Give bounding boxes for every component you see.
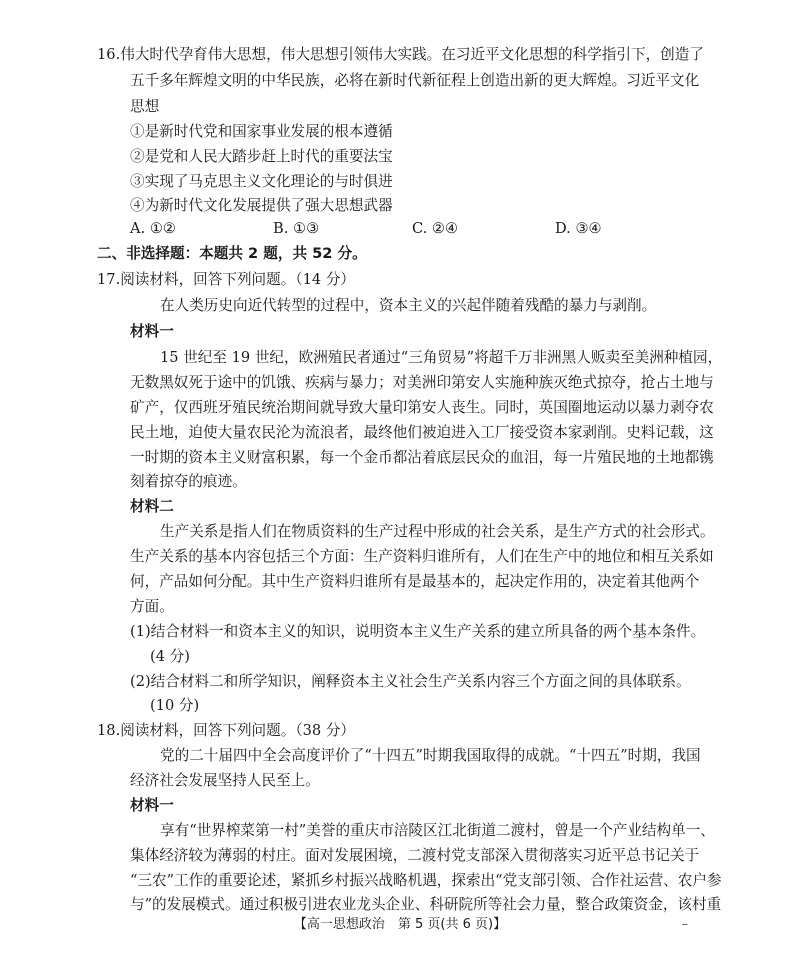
q17-m1-line-6: 刻着掠夺的痕迹。 [130, 473, 247, 490]
q18-header: 18.阅读材料，回答下列问题。（38 分） [97, 722, 356, 739]
q16-stem-line-2: 五千多年辉煌文明的中华民族，必将在新时代新征程上创造出新的更大辉煌。习近平文化 [130, 72, 700, 89]
q16-statement-2: ②是党和人民大踏步赶上时代的重要法宝 [130, 148, 393, 165]
q16-stem-line-1: 16.伟大时代孕育伟大思想，伟大思想引领伟大实践。在习近平文化思想的科学指引下，创造了 [97, 46, 704, 63]
q18-intro-line-2: 经济社会发展坚持人民至上。 [130, 772, 320, 789]
q17-m2-line-1: 生产关系是指人们在物质资料的生产过程中形成的社会关系，是生产方式的社会形式。 [160, 523, 715, 540]
q16-option-b[interactable]: B. ①③ [273, 220, 320, 237]
q16-statement-3: ③实现了马克思主义文化理论的与时俱进 [130, 173, 393, 190]
q17-m1-line-2: 无数黑奴死于途中的饥饿、疾病与暴力；对美洲印第安人实施种族灭绝式掠夺，抢占土地与 [130, 374, 714, 391]
q17-m1-line-1: 15 世纪至 19 世纪，欧洲殖民者通过“三角贸易”将超千万非洲黑人贩卖至美洲种植园， [160, 349, 723, 366]
q17-subquestion-2: (2)结合材料二和所学知识，阐释资本主义社会生产关系内容三个方面之间的具体联系。 [130, 673, 691, 690]
q16-statement-1: ①是新时代党和国家事业发展的根本遵循 [130, 123, 393, 140]
q17-header: 17.阅读材料，回答下列问题。（14 分） [97, 271, 356, 288]
q17-subquestion-2-score: (10 分) [150, 697, 200, 714]
q17-m1-line-5: 一时期的资本主义财富积累，每一个金币都沾着底层民众的血泪，每一片殖民地的土地都镌 [130, 449, 714, 466]
q18-intro-line-1: 党的二十届四中全会高度评价了“十四五”时期我国取得的成就。“十四五”时期，我国 [160, 747, 701, 764]
page-footer: 【高一思想政治 第 5 页(共 6 页)】 [293, 917, 507, 932]
q17-m1-line-3: 矿产，仅西班牙殖民统治期间就导致大量印第安人丧生。同时，英国圈地运动以暴力剥夺农 [130, 399, 714, 416]
q17-subquestion-1: (1)结合材料一和资本主义的知识，说明资本主义生产关系的建立所具备的两个基本条件。 [130, 623, 706, 640]
q16-option-c[interactable]: C. ②④ [412, 220, 459, 237]
q17-m2-line-4: 方面。 [130, 598, 174, 615]
q16-options [130, 219, 710, 239]
q18-m1-line-2: 集体经济较为薄弱的村庄。面对发展困境，二渡村党支部深入贯彻落实习近平总书记关于 [130, 847, 700, 864]
q18-material-1-title: 材料一 [130, 797, 174, 814]
q18-m1-line-4: 与”的发展模式。通过积极引进农业龙头企业、科研院所等社会力量，整合政策资金，该村重 [130, 896, 722, 913]
q18-m1-line-1: 享有“世界榨菜第一村”美誉的重庆市涪陵区江北街道二渡村，曾是一个产业结构单一、 [160, 822, 715, 839]
q17-intro: 在人类历史向近代转型的过程中，资本主义的兴起伴随着残酷的暴力与剥削。 [160, 297, 657, 314]
q17-material-1-title: 材料一 [130, 323, 174, 340]
q16-statement-4: ④为新时代文化发展提供了强大思想武器 [130, 197, 393, 214]
q17-m1-line-4: 民土地，迫使大量农民沦为流浪者，最终他们被迫进入工厂接受资本家剥削。史料记载，这 [130, 424, 714, 441]
section-2-heading: 二、非选择题：本题共 2 题，共 52 分。 [97, 245, 367, 262]
q17-m2-line-3: 何，产品如何分配。其中生产资料归谁所有是最基本的，起决定作用的，决定着其他两个 [130, 573, 700, 590]
q16-stem-line-3: 思想 [130, 98, 160, 115]
corner-mark: – [681, 917, 688, 932]
q17-m2-line-2: 生产关系的基本内容包括三个方面：生产资料归谁所有，人们在生产中的地位和相互关系如 [130, 548, 714, 565]
q16-option-a[interactable]: A. ①② [130, 220, 176, 237]
q17-subquestion-1-score: (4 分) [150, 648, 190, 665]
q16-option-d[interactable]: D. ③④ [555, 220, 602, 237]
q18-m1-line-3: “三农”工作的重要论述，紧抓乡村振兴战略机遇，探索出“党支部引领、合作社运营、农户参 [130, 872, 722, 889]
q17-material-2-title: 材料二 [130, 498, 174, 515]
